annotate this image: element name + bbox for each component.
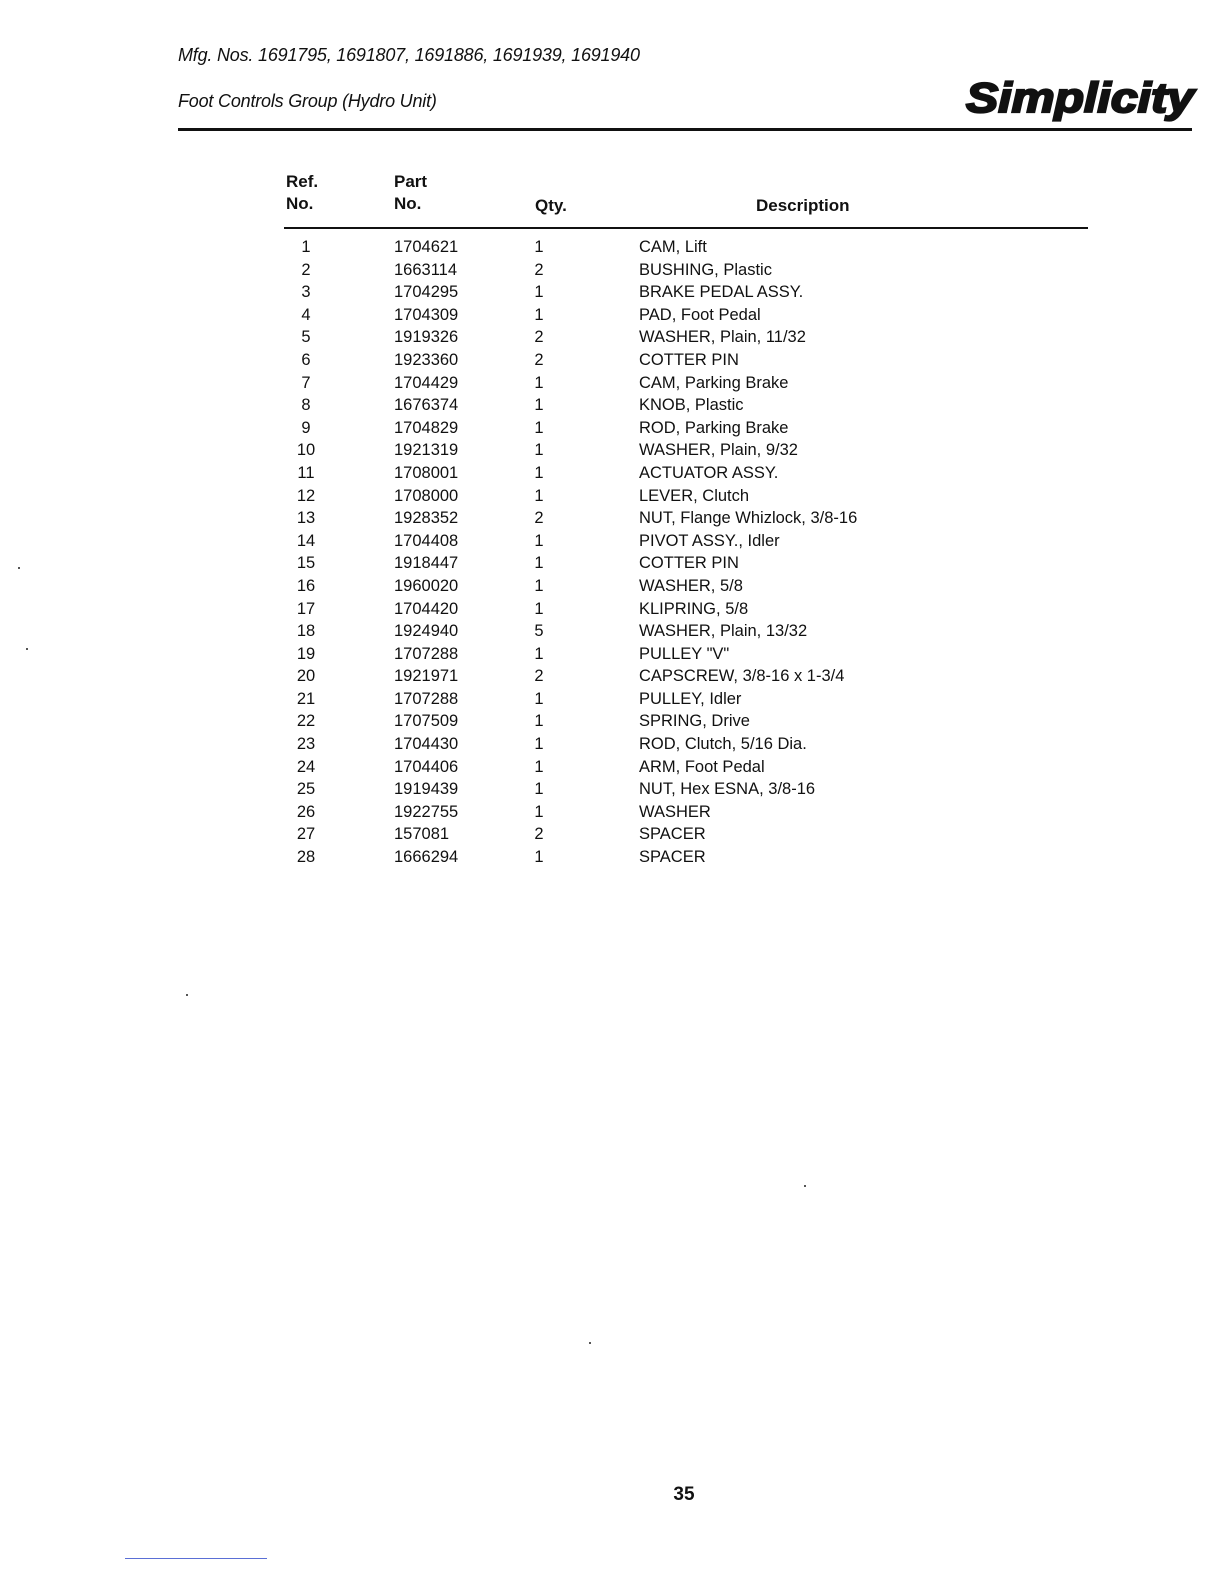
qty: 1 bbox=[534, 644, 544, 663]
description: SPRING, Drive bbox=[639, 712, 750, 731]
description: KLIPRING, 5/8 bbox=[639, 599, 749, 618]
part-no: 1708000 bbox=[394, 486, 459, 505]
table-row bbox=[0, 710, 1224, 733]
ref-no: 9 bbox=[301, 418, 311, 437]
ref-no: 7 bbox=[301, 373, 311, 392]
table-row bbox=[0, 665, 1224, 688]
ref-no: 15 bbox=[296, 554, 316, 573]
part-no: 1921971 bbox=[394, 667, 459, 686]
part-no: 1704429 bbox=[394, 373, 459, 392]
mfg-numbers: Mfg. Nos. 1691795, 1691807, 1691886, 1691939, 1691940 bbox=[178, 45, 640, 65]
ref-no: 2 bbox=[301, 260, 311, 279]
table-row bbox=[0, 801, 1224, 824]
ref-no: 28 bbox=[296, 848, 316, 867]
table-row bbox=[0, 417, 1224, 440]
qty: 1 bbox=[534, 848, 544, 867]
qty: 1 bbox=[534, 305, 544, 324]
ref-no: 18 bbox=[296, 622, 316, 641]
ref-no: 21 bbox=[296, 689, 316, 708]
qty: 1 bbox=[534, 599, 544, 618]
part-no: 1676374 bbox=[394, 396, 459, 415]
description: NUT, Hex ESNA, 3/8-16 bbox=[639, 780, 816, 799]
table-row bbox=[0, 552, 1224, 575]
part-no: 1919326 bbox=[394, 328, 459, 347]
table-row bbox=[0, 530, 1224, 553]
description: BRAKE PEDAL ASSY. bbox=[639, 283, 804, 302]
description: ARM, Foot Pedal bbox=[639, 757, 765, 776]
table-row bbox=[0, 372, 1224, 395]
description: CAPSCREW, 3/8-16 x 1-3/4 bbox=[639, 667, 845, 686]
qty: 1 bbox=[534, 486, 544, 505]
part-no: 1919439 bbox=[394, 780, 459, 799]
description: NUT, Flange Whizlock, 3/8-16 bbox=[639, 509, 858, 528]
ref-no: 23 bbox=[296, 735, 316, 754]
qty: 1 bbox=[534, 418, 544, 437]
table-row bbox=[0, 326, 1224, 349]
qty: 1 bbox=[534, 531, 544, 550]
ref-no: 26 bbox=[296, 802, 316, 821]
brand-text: Simplicity bbox=[966, 74, 1198, 121]
description: ACTUATOR ASSY. bbox=[639, 463, 779, 482]
table-row bbox=[0, 281, 1224, 304]
ref-no: 24 bbox=[296, 757, 316, 776]
part-no: 1704408 bbox=[394, 531, 459, 550]
qty: 1 bbox=[534, 757, 544, 776]
description: COTTER PIN bbox=[639, 554, 739, 573]
column-header-qty: Qty. bbox=[535, 196, 567, 215]
part-no: 1666294 bbox=[394, 848, 459, 867]
table-row bbox=[0, 259, 1224, 282]
description: WASHER, 5/8 bbox=[639, 576, 743, 595]
qty: 1 bbox=[534, 712, 544, 731]
table-row bbox=[0, 620, 1224, 643]
column-header-ref-line2: No. bbox=[286, 194, 314, 213]
ref-no: 25 bbox=[296, 780, 316, 799]
scan-speck bbox=[26, 648, 28, 650]
description: ROD, Clutch, 5/16 Dia. bbox=[639, 735, 807, 754]
part-no: 1704621 bbox=[394, 238, 459, 256]
part-no: 1918447 bbox=[394, 554, 459, 573]
table-row bbox=[0, 485, 1224, 508]
description: WASHER, Plain, 9/32 bbox=[639, 441, 798, 460]
parts-list bbox=[0, 236, 1224, 869]
part-no: 1708001 bbox=[394, 463, 459, 482]
ref-no: 27 bbox=[296, 825, 316, 844]
description: CAM, Lift bbox=[639, 238, 707, 256]
table-row bbox=[0, 846, 1224, 869]
description: KNOB, Plastic bbox=[639, 396, 744, 415]
description: ROD, Parking Brake bbox=[639, 418, 789, 437]
qty: 1 bbox=[534, 554, 544, 573]
ref-no: 6 bbox=[301, 350, 311, 369]
table-row bbox=[0, 439, 1224, 462]
qty: 1 bbox=[534, 238, 544, 256]
part-no: 1704309 bbox=[394, 305, 459, 324]
part-no: 1921319 bbox=[394, 441, 459, 460]
table-row bbox=[0, 643, 1224, 666]
table-row bbox=[0, 575, 1224, 598]
qty: 2 bbox=[534, 509, 544, 528]
part-no: 1924940 bbox=[394, 622, 459, 641]
part-no: 1704829 bbox=[394, 418, 459, 437]
description: COTTER PIN bbox=[639, 350, 739, 369]
description: PIVOT ASSY., Idler bbox=[639, 531, 780, 550]
table-row bbox=[0, 236, 1224, 259]
ref-no: 17 bbox=[296, 599, 316, 618]
header-rule bbox=[178, 128, 1192, 131]
column-header-ref-line1: Ref. bbox=[286, 172, 319, 191]
description: PULLEY, Idler bbox=[639, 689, 742, 708]
part-no: 1704420 bbox=[394, 599, 459, 618]
description: LEVER, Clutch bbox=[639, 486, 750, 505]
qty: 1 bbox=[534, 576, 544, 595]
table-row bbox=[0, 304, 1224, 327]
qty: 1 bbox=[534, 373, 544, 392]
qty: 1 bbox=[534, 283, 544, 302]
description: PULLEY "V" bbox=[639, 644, 730, 663]
scan-speck bbox=[589, 1342, 591, 1344]
table-row bbox=[0, 733, 1224, 756]
description: WASHER, Plain, 13/32 bbox=[639, 622, 808, 641]
part-no: 1922755 bbox=[394, 802, 459, 821]
scan-speck bbox=[186, 994, 188, 996]
qty: 1 bbox=[534, 735, 544, 754]
column-header-ref bbox=[286, 171, 318, 215]
simplicity-logo bbox=[960, 70, 1200, 126]
table-row bbox=[0, 598, 1224, 621]
description: PAD, Foot Pedal bbox=[639, 305, 761, 324]
footer-link-line bbox=[125, 1558, 267, 1559]
ref-no: 14 bbox=[296, 531, 316, 550]
ref-no: 10 bbox=[296, 441, 316, 460]
page-number: 35 bbox=[673, 1484, 695, 1505]
ref-no: 5 bbox=[301, 328, 311, 347]
table-row bbox=[0, 394, 1224, 417]
column-header-description: Description bbox=[756, 196, 850, 215]
table-row bbox=[0, 756, 1224, 779]
scan-speck bbox=[18, 567, 20, 569]
ref-no: 16 bbox=[296, 576, 316, 595]
part-no: 157081 bbox=[394, 825, 450, 844]
part-no: 1663114 bbox=[394, 260, 458, 279]
table-row bbox=[0, 778, 1224, 801]
column-header-part-line1: Part bbox=[394, 172, 428, 191]
qty: 1 bbox=[534, 441, 544, 460]
description: SPACER bbox=[639, 825, 706, 844]
part-no: 1704406 bbox=[394, 757, 459, 776]
part-no: 1704295 bbox=[394, 283, 459, 302]
part-no: 1707288 bbox=[394, 689, 459, 708]
description: WASHER, Plain, 11/32 bbox=[639, 328, 806, 347]
part-no: 1960020 bbox=[394, 576, 459, 595]
ref-no: 22 bbox=[296, 712, 316, 731]
qty: 1 bbox=[534, 780, 544, 799]
group-title: Foot Controls Group (Hydro Unit) bbox=[178, 91, 437, 111]
ref-no: 4 bbox=[301, 305, 311, 324]
ref-no: 20 bbox=[296, 667, 316, 686]
qty: 2 bbox=[534, 350, 544, 369]
qty: 2 bbox=[534, 825, 544, 844]
ref-no: 11 bbox=[297, 463, 315, 482]
table-header-rule bbox=[284, 227, 1088, 229]
qty: 5 bbox=[534, 622, 544, 641]
part-no: 1704430 bbox=[394, 735, 459, 754]
ref-no: 1 bbox=[301, 238, 311, 256]
description: CAM, Parking Brake bbox=[639, 373, 789, 392]
table-row bbox=[0, 349, 1224, 372]
column-header-part-line2: No. bbox=[394, 194, 422, 213]
table-row bbox=[0, 507, 1224, 530]
scan-speck bbox=[804, 1185, 806, 1187]
qty: 1 bbox=[534, 463, 544, 482]
ref-no: 3 bbox=[301, 283, 311, 302]
qty: 1 bbox=[534, 689, 544, 708]
qty: 1 bbox=[534, 802, 544, 821]
description: SPACER bbox=[639, 848, 706, 867]
qty: 2 bbox=[534, 667, 544, 686]
description: WASHER bbox=[639, 802, 711, 821]
part-no: 1928352 bbox=[394, 509, 459, 528]
ref-no: 12 bbox=[296, 486, 316, 505]
qty: 2 bbox=[534, 328, 544, 347]
ref-no: 19 bbox=[296, 644, 316, 663]
part-no: 1923360 bbox=[394, 350, 459, 369]
ref-no: 8 bbox=[301, 396, 311, 415]
table-row bbox=[0, 688, 1224, 711]
description: BUSHING, Plastic bbox=[639, 260, 772, 279]
column-header-part bbox=[394, 171, 427, 215]
ref-no: 13 bbox=[296, 509, 316, 528]
part-no: 1707288 bbox=[394, 644, 459, 663]
part-no: 1707509 bbox=[394, 712, 459, 731]
table-row bbox=[0, 823, 1224, 846]
qty: 1 bbox=[534, 396, 544, 415]
table-row bbox=[0, 462, 1224, 485]
qty: 2 bbox=[534, 260, 544, 279]
